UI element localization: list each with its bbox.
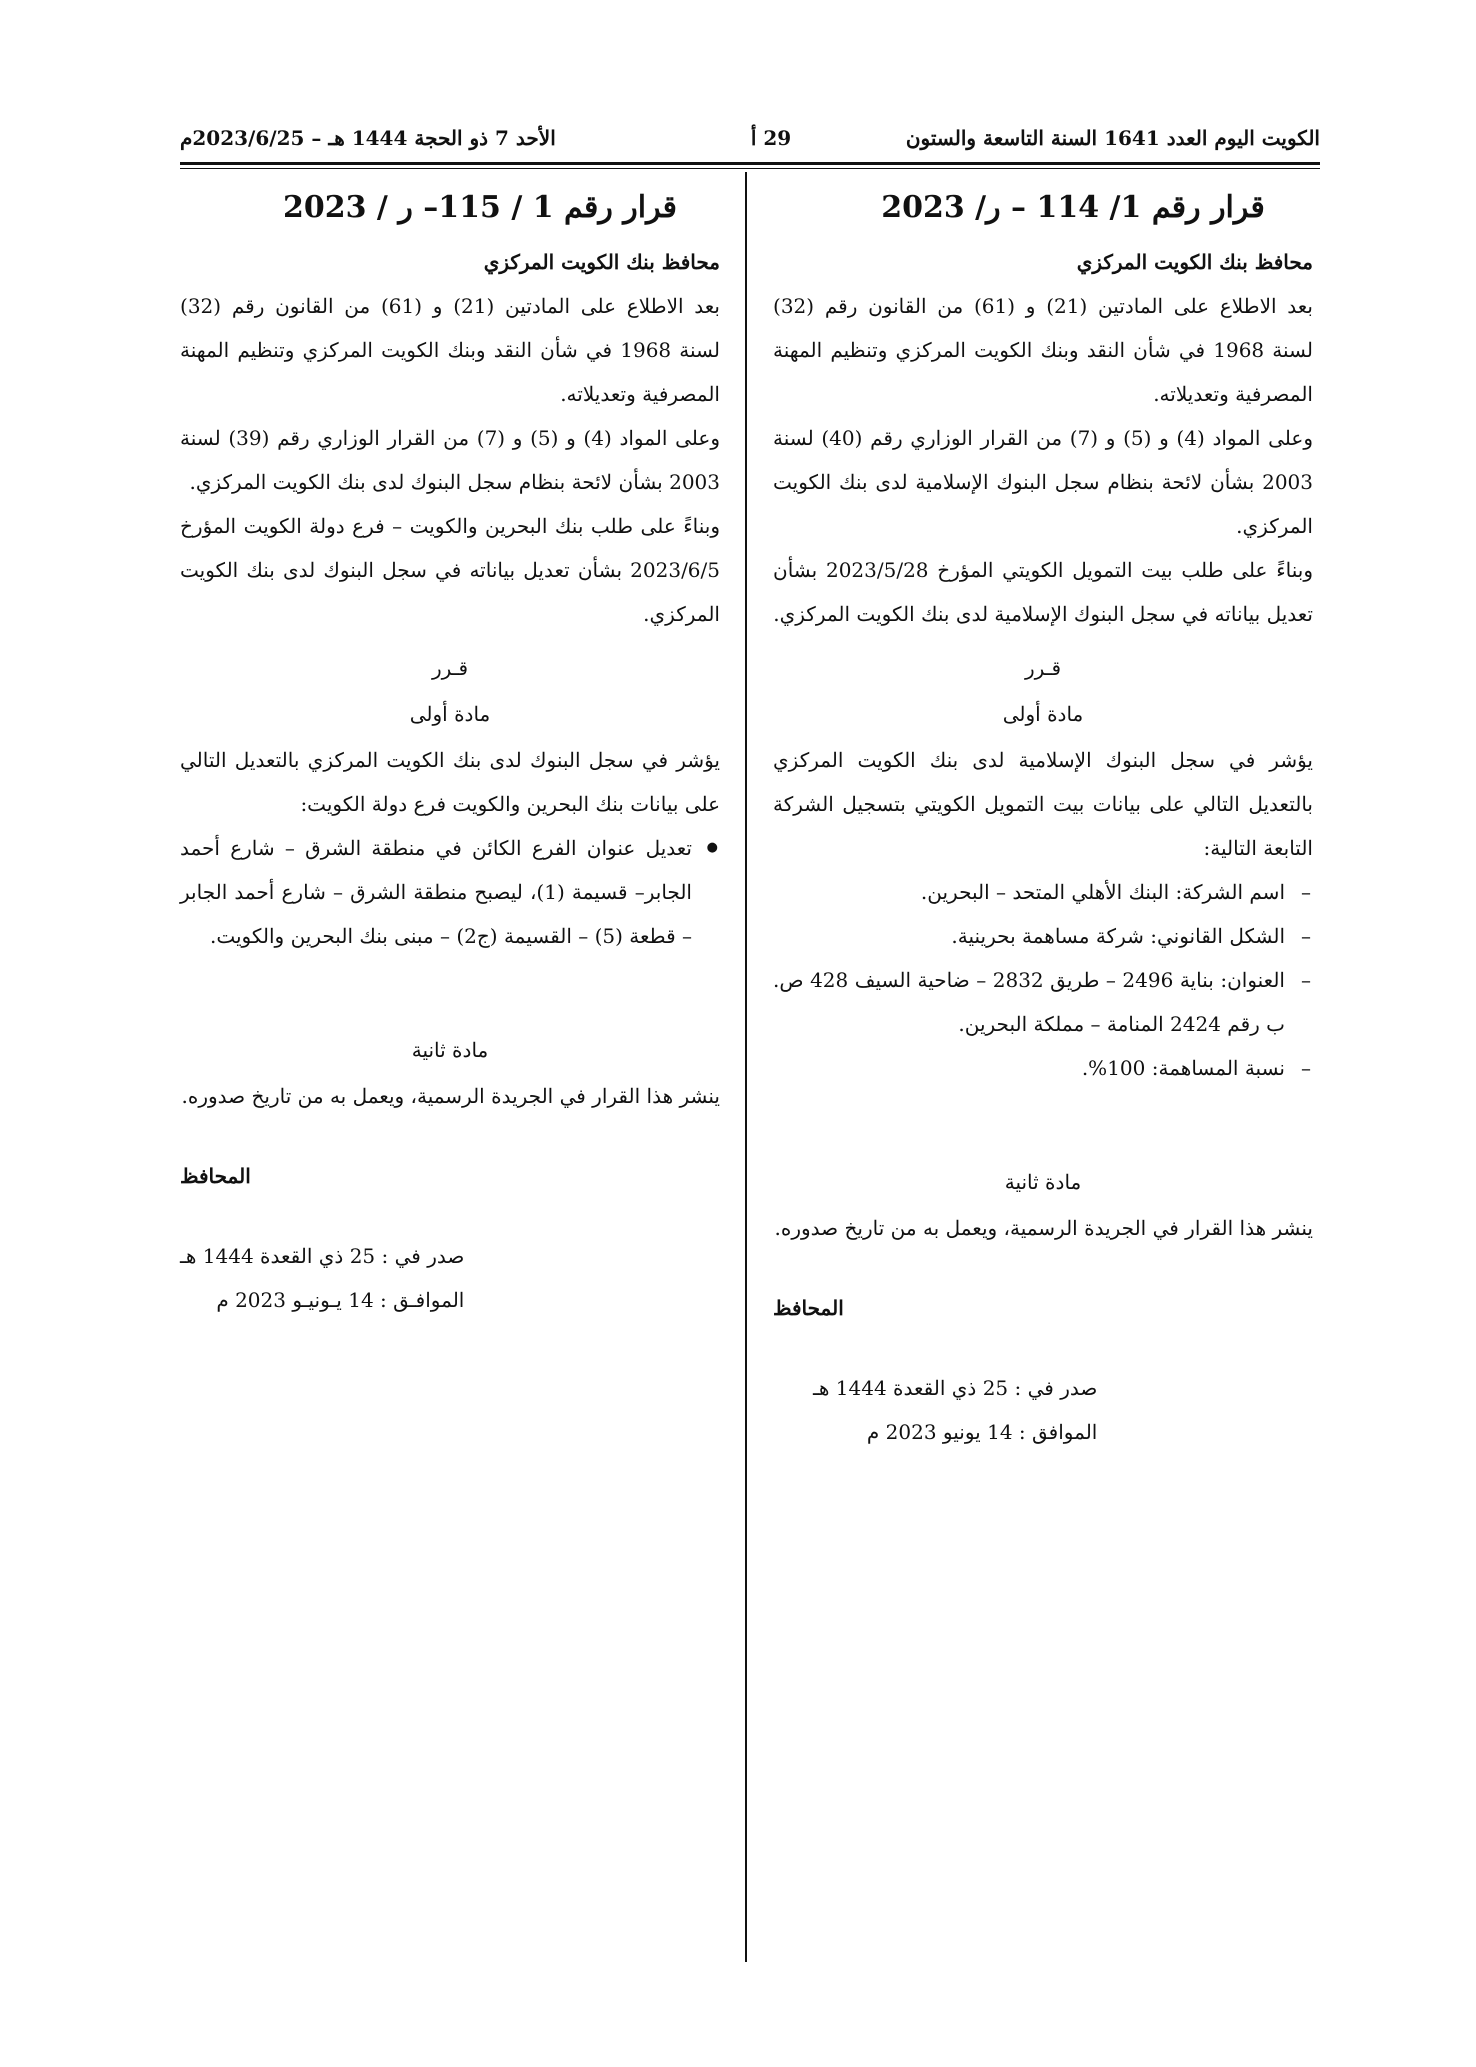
list-item: – اسم الشركة: البنك الأهلي المتحد – البحرين. — [773, 870, 1313, 914]
decision-115-column — [180, 182, 720, 1322]
decision-114-para2: وعلى المواد (4) و (5) و (7) من القرار الوزاري رقم (40) لسنة 2003 بشأن لائحة بنظام سجل البنوك الإسلامية لدى بنك الكويت المركزي. — [773, 426, 1314, 538]
decision-115-para2: وعلى المواد (4) و (5) و (7) من القرار الوزاري رقم (39) لسنة 2003 بشأن لائحة بنظام سجل البنوك لدى بنك الكويت المركزي. — [180, 426, 721, 494]
decision-114-para3: وبناءً على طلب بيت التمويل الكويتي المؤرخ 2023/5/28 بشأن تعديل بياناته في سجل البنوك الإسلامية لدى بنك الكويت المركزي. — [773, 558, 1314, 626]
decision-115-issued-hijri: صدر في : 25 ذي القعدة 1444 هـ — [180, 1244, 465, 1268]
decision-114-issued — [773, 1366, 1313, 1454]
decision-114-para1: بعد الاطلاع على المادتين (21) و (61) من القانون رقم (32) لسنة 1968 في شأن النقد وبنك الكويت المركزي وتنظيم المهنة المصرفية وتعديلاته. — [773, 294, 1313, 406]
header-issue-info: الكويت اليوم العدد 1641 السنة التاسعة والستون — [905, 126, 1320, 150]
decision-114-title: قرار رقم 1/ 114 – ر/ 2023 — [881, 190, 1265, 225]
list-item: – نسبة المساهمة: 100%. — [773, 1046, 1313, 1090]
decision-114-article2-heading: مادة ثانية — [1004, 1170, 1082, 1194]
column-divider — [745, 172, 747, 1962]
decision-114-governor: المحافظ — [773, 1296, 844, 1320]
decision-115-para1: بعد الاطلاع على المادتين (21) و (61) من القانون رقم (32) لسنة 1968 في شأن النقد وبنك الكويت المركزي وتنظيم المهنة المصرفية وتعديلاته. — [180, 294, 720, 406]
decision-114-issued-gregorian: الموافق : 14 يونيو 2023 م — [866, 1420, 1098, 1444]
header-rule-thin — [180, 168, 1320, 169]
header-rule-thick — [180, 162, 1320, 165]
decision-115-title: قرار رقم 1 / 115– ر / 2023 — [282, 190, 678, 225]
decision-115-article2-heading: مادة ثانية — [411, 1038, 489, 1062]
header-page-number: 29 أ — [750, 126, 792, 150]
decision-115-issued-gregorian: الموافـق : 14 يـونيـو 2023 م — [216, 1288, 465, 1312]
decision-114-issued-hijri: صدر في : 25 ذي القعدة 1444 هـ — [813, 1376, 1098, 1400]
decision-115-decided: قـرر — [431, 656, 469, 680]
list-item: ● تعديل عنوان الفرع الكائن في منطقة الشرق – شارع أحمد الجابر– قسيمة (1)، ليصبح منطقة الشرق – شارع أحمد الجابر – قطعة (5) – القسيمة (ج2) – مبنى بنك البحرين والكويت. — [180, 826, 720, 958]
list-item: – العنوان: بناية 2496 – طريق 2832 – ضاحية السيف 428 ص. ب رقم 2424 المنامة – مملكة البحرين. — [773, 958, 1313, 1046]
decision-115-article1-text: يؤشر في سجل البنوك لدى بنك الكويت المركزي بالتعديل التالي على بيانات بنك البحرين والكويت فرع دولة الكويت: — [180, 748, 720, 816]
page-header — [180, 118, 1320, 158]
decision-115-article2-text: ينشر هذا القرار في الجريدة الرسمية، ويعمل به من تاريخ صدوره. — [181, 1084, 720, 1108]
decision-114-decided: قـرر — [1024, 656, 1062, 680]
decision-114-article1-heading: مادة أولى — [1002, 702, 1084, 726]
decision-115-items — [180, 826, 720, 958]
decision-114-column — [773, 182, 1313, 1454]
list-item: – الشكل القانوني: شركة مساهمة بحرينية. — [773, 914, 1313, 958]
decision-114-items — [773, 870, 1313, 1090]
decision-114-article2-text: ينشر هذا القرار في الجريدة الرسمية، ويعمل به من تاريخ صدوره. — [774, 1216, 1313, 1240]
decision-114-issuer: محافظ بنك الكويت المركزي — [1076, 250, 1313, 274]
decision-115-article1-heading: مادة أولى — [409, 702, 491, 726]
decision-115-issued — [180, 1234, 720, 1322]
decision-114-article1-text: يؤشر في سجل البنوك الإسلامية لدى بنك الكويت المركزي بالتعديل التالي على بيانات بيت التمويل الكويتي بتسجيل الشركة التابعة التالية: — [773, 748, 1313, 860]
decision-115-issuer: محافظ بنك الكويت المركزي — [483, 250, 720, 274]
header-date: الأحد 7 ذو الحجة 1444 هـ – 2023/6/25م — [180, 126, 556, 150]
decision-115-governor: المحافظ — [180, 1164, 251, 1188]
decision-115-para3: وبناءً على طلب بنك البحرين والكويت – فرع دولة الكويت المؤرخ 2023/6/5 بشأن تعديل بياناته في سجل البنوك لدى بنك الكويت المركزي. — [180, 514, 720, 626]
